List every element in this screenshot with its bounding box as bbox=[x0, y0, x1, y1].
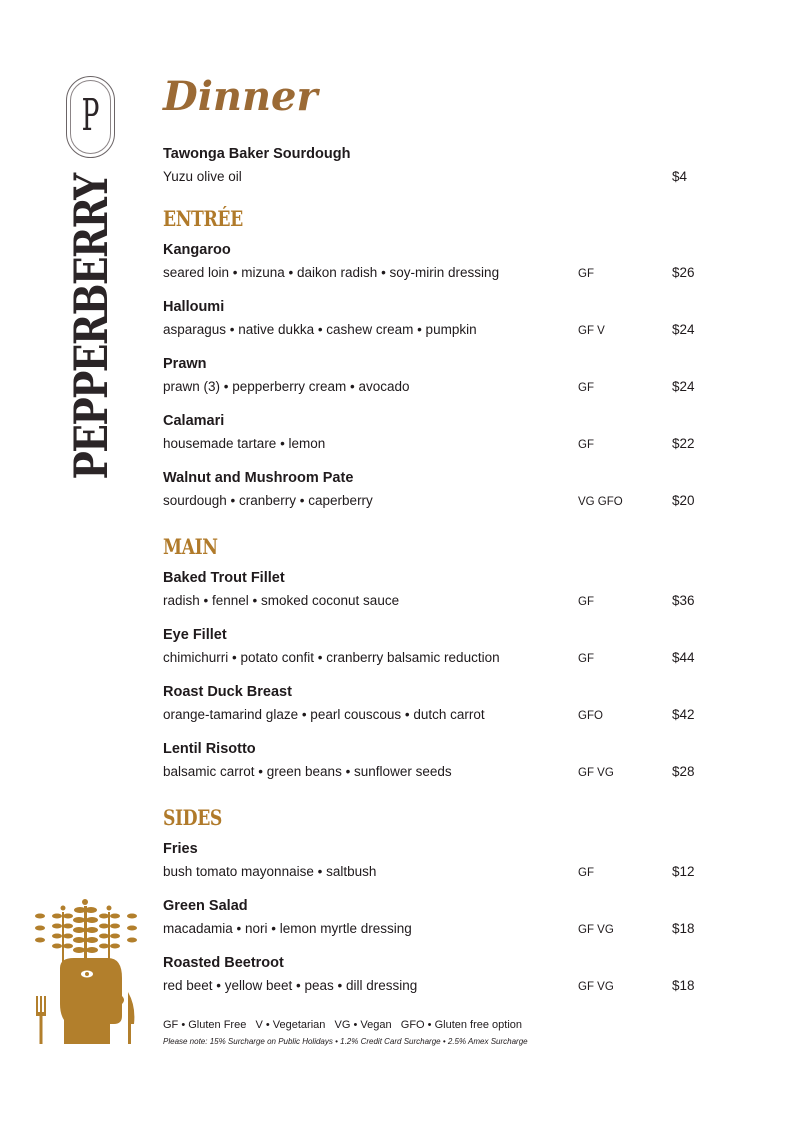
item-tags: GF bbox=[578, 867, 594, 879]
section-title-entree: ENTRÉE bbox=[163, 206, 243, 231]
item-price: $44 bbox=[672, 650, 695, 665]
item-desc: orange-tamarind glaze • pearl couscous • dutch carrot bbox=[163, 707, 485, 722]
item-name: Halloumi bbox=[163, 299, 225, 315]
menu-item bbox=[163, 298, 723, 344]
menu-item bbox=[163, 569, 723, 615]
item-price: $36 bbox=[672, 593, 695, 608]
item-desc: Yuzu olive oil bbox=[163, 169, 242, 184]
item-desc: housemade tartare • lemon bbox=[163, 436, 326, 451]
item-price: $42 bbox=[672, 707, 695, 722]
item-tags: GF bbox=[578, 439, 594, 451]
item-price: $24 bbox=[672, 379, 695, 394]
plant-stem bbox=[84, 906, 87, 962]
item-price: $24 bbox=[672, 322, 695, 337]
plant-head-illustration bbox=[30, 896, 142, 1048]
item-tags: GF bbox=[578, 268, 594, 280]
item-name: Fries bbox=[163, 841, 198, 857]
surcharge-note: Please note: 15% Surcharge on Public Holidays • 1.2% Credit Card Surcharge • 2.5% Amex Surcharge bbox=[163, 1037, 528, 1046]
fork-icon bbox=[40, 1014, 43, 1044]
item-desc: sourdough • cranberry • caperberry bbox=[163, 493, 373, 508]
menu-item bbox=[163, 840, 723, 886]
item-tags: GF VG bbox=[578, 924, 614, 936]
item-name: Kangaroo bbox=[163, 242, 231, 258]
item-price: $26 bbox=[672, 265, 695, 280]
item-desc: balsamic carrot • green beans • sunflower seeds bbox=[163, 764, 452, 779]
menu-item bbox=[163, 683, 723, 729]
dietary-legend: GF • Gluten Free V • Vegetarian VG • Vegan GFO • Gluten free option bbox=[163, 1019, 523, 1031]
logo-letter: P bbox=[81, 90, 100, 141]
item-name: Tawonga Baker Sourdough bbox=[163, 146, 351, 162]
item-name: Eye Fillet bbox=[163, 627, 227, 643]
item-tags: GF VG bbox=[578, 981, 614, 993]
item-tags: GF V bbox=[578, 325, 605, 337]
item-price: $22 bbox=[672, 436, 695, 451]
item-price: $18 bbox=[672, 921, 695, 936]
item-desc: red beet • yellow beet • peas • dill dressing bbox=[163, 978, 418, 993]
item-name: Roasted Beetroot bbox=[163, 955, 284, 971]
menu-item bbox=[163, 954, 723, 1000]
item-desc: bush tomato mayonnaise • saltbush bbox=[163, 864, 377, 879]
item-name: Calamari bbox=[163, 413, 225, 429]
menu-item bbox=[163, 740, 723, 786]
item-desc: radish • fennel • smoked coconut sauce bbox=[163, 593, 400, 608]
item-tags: GF bbox=[578, 382, 594, 394]
brand-name: PEPPERBERRY bbox=[64, 174, 118, 480]
menu-item bbox=[163, 355, 723, 401]
item-tags: GF bbox=[578, 596, 594, 608]
menu-item bbox=[163, 412, 723, 458]
knife-icon bbox=[128, 992, 134, 1044]
item-price: $12 bbox=[672, 864, 695, 879]
item-tags: GF bbox=[578, 653, 594, 665]
menu-title: Dinner bbox=[163, 73, 318, 120]
item-name: Baked Trout Fillet bbox=[163, 570, 285, 586]
item-name: Roast Duck Breast bbox=[163, 684, 292, 700]
item-price: $4 bbox=[672, 169, 688, 184]
item-desc: prawn (3) • pepperberry cream • avocado bbox=[163, 379, 410, 394]
menu-item bbox=[163, 897, 723, 943]
item-name: Lentil Risotto bbox=[163, 741, 256, 757]
item-name: Prawn bbox=[163, 356, 207, 372]
item-tags: GF VG bbox=[578, 767, 614, 779]
item-tags: VG GFO bbox=[578, 496, 623, 508]
item-desc: macadamia • nori • lemon myrtle dressing bbox=[163, 921, 412, 936]
item-desc: asparagus • native dukka • cashew cream • pumpkin bbox=[163, 322, 477, 337]
head-silhouette bbox=[60, 958, 124, 1044]
menu-item-bread bbox=[163, 145, 723, 191]
item-desc: seared loin • mizuna • daikon radish • soy-mirin dressing bbox=[163, 265, 500, 280]
item-tags: GFO bbox=[578, 710, 603, 722]
menu-item bbox=[163, 469, 723, 515]
menu-item bbox=[163, 626, 723, 672]
item-price: $20 bbox=[672, 493, 695, 508]
section-title-sides: SIDES bbox=[163, 805, 222, 830]
item-desc: chimichurri • potato confit • cranberry balsamic reduction bbox=[163, 650, 500, 665]
section-title-main: MAIN bbox=[163, 534, 218, 559]
item-price: $18 bbox=[672, 978, 695, 993]
menu-item bbox=[163, 241, 723, 287]
item-name: Walnut and Mushroom Pate bbox=[163, 470, 354, 486]
item-price: $28 bbox=[672, 764, 695, 779]
item-name: Green Salad bbox=[163, 898, 248, 914]
